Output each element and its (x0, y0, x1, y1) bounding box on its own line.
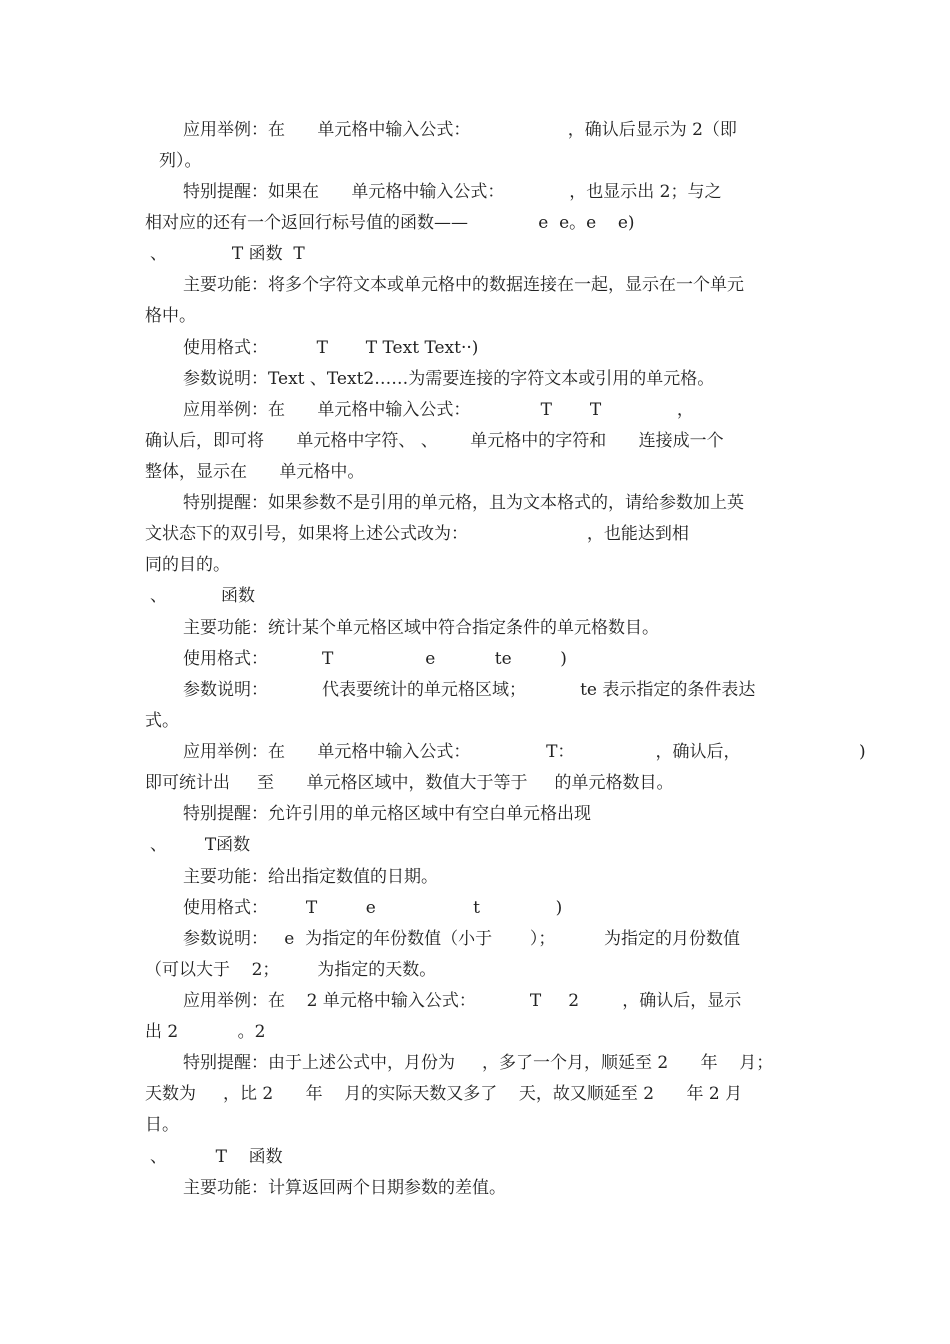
text-line: 相对应的还有一个返回行标号值的函数—— e e。e e) (145, 213, 635, 233)
text-line: 天数为 ，比 2 年 月的实际天数又多了 天，故又顺延至 2 年 2 月 (145, 1084, 743, 1104)
text-line: 主要功能：计算返回两个日期参数的差值。 (183, 1178, 506, 1198)
text-line: 参数说明： 代表要统计的单元格区域； te 表示指定的条件表达 (183, 680, 756, 700)
text-line: 出 2 。2 (145, 1022, 266, 1042)
section-heading: 、 T 函数 T (150, 244, 305, 264)
text-line: 同的目的。 (145, 555, 230, 575)
section-heading: 、 函数 (150, 586, 256, 606)
text-line: ) (859, 742, 866, 762)
text-line: 主要功能：将多个字符文本或单元格中的数据连接在一起，显示在一个单元 (183, 275, 744, 295)
text-line: 式。 (145, 711, 179, 731)
text-line: 参数说明：Text 、Text2……为需要连接的字符文本或引用的单元格。 (183, 369, 715, 389)
text-line: 日。 (145, 1115, 179, 1135)
text-line: 使用格式： T e te ) (183, 649, 567, 669)
text-line: 主要功能：统计某个单元格区域中符合指定条件的单元格数目。 (183, 618, 659, 638)
text-line: 特别提醒：如果在 单元格中输入公式： ，也显示出 2；与之 (183, 182, 722, 202)
text-line: 应用举例：在 2 单元格中输入公式： T 2 ，确认后，显示 (183, 991, 742, 1011)
text-line: 即可统计出 至 单元格区域中，数值大于等于 的单元格数目。 (145, 773, 674, 793)
text-line: （可以大于 2； 为指定的天数。 (145, 960, 437, 980)
section-heading: 、 T函数 (150, 835, 251, 855)
text-line: 特别提醒：如果参数不是引用的单元格，且为文本格式的，请给参数加上英 (183, 493, 744, 513)
text-line: 使用格式： T T Text Text··) (183, 338, 479, 358)
text-line: 列）。 (159, 151, 202, 171)
text-line: 整体，显示在 单元格中。 (145, 462, 365, 482)
text-line: 应用举例：在 单元格中输入公式： T： ，确认后， (183, 742, 741, 762)
text-line: 确认后，即可将 单元格中字符、 、 单元格中的字符和 连接成一个 (145, 431, 724, 451)
text-line: 参数说明： e 为指定的年份数值（小于 ）； 为指定的月份数值 (183, 929, 741, 949)
text-line: 特别提醒：允许引用的单元格区域中有空白单元格出现 (183, 804, 591, 824)
text-line: 应用举例：在 单元格中输入公式： T T ， (183, 400, 694, 420)
text-line: 主要功能：给出指定数值的日期。 (183, 867, 438, 887)
text-line: 格中。 (145, 306, 196, 326)
text-line: 使用格式： T e t ) (183, 898, 563, 918)
section-heading: 、 T 函数 (150, 1147, 283, 1167)
text-line: 文状态下的双引号，如果将上述公式改为： ，也能达到相 (145, 524, 689, 544)
text-line: 特别提醒：由于上述公式中，月份为 ，多了一个月，顺延至 2 年 月； (183, 1053, 774, 1073)
text-line: 应用举例：在 单元格中输入公式： ，确认后显示为 2（即 (183, 120, 737, 140)
